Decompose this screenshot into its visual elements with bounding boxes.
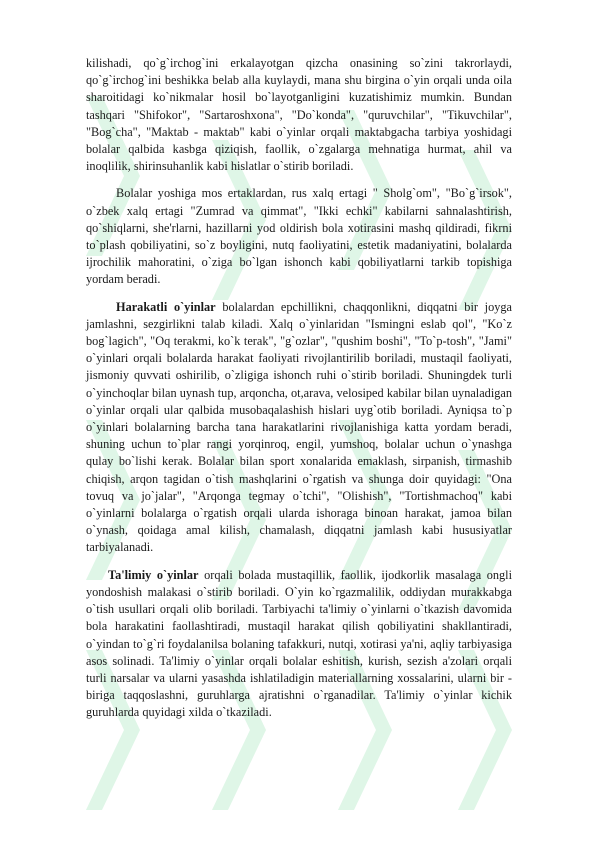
- talimiy-heading: Ta'limiy o`yinlar: [108, 567, 199, 582]
- paragraph-talimiy: [86, 567, 512, 722]
- talimiy-text: orqali bolada mustaqillik, faollik, ijodkorlik masalaga ongli yondoshish malakasi o`stirib boriladi. O`yin ko`rgazmalilik, oddiydan murakkabga o`tish usullari orqali olib boriladi. Tarbiyachi ta'limiy o`yinlarni o`tkazish davomida bola harakatini faollashtiradi, mustaqil harakat qilish qobiliyatini shakllantiradi, o`yindan to`g`ri foydalanilsa bolaning tafakkuri, nutqi, xotirasi ya'ni, aqliy tarbiyasiga asos solinadi. Ta'limiy o`yinlar orqali bolalar eshitish, kurish, sezish a'zolari orqali turli narsalar va ularni yasashda ishlatiladigin materiallarning xossalarini, ularni bir - biriga taqqoslashni, guruhlarga ajratishni o`rganadilar. Ta'limiy o`yinlar kichik guruhlarda quyidagi xilda o`tkaziladi.: [86, 567, 512, 720]
- paragraph-harakatli: [86, 299, 512, 557]
- paragraph-2-text: Bolalar yoshiga mos ertaklardan, rus xalq ertagi " Sholg`om", "Bo`g`irsok", o`zbek xalq ertagi "Zumrad va qimmat", "Ikki echki" kabilarni sahnalashtirish, qo`shiqlarni, she'rlarni, hazillarni yod oldirish bola xotirasini mashq qildiradi, fikrni to`plash qobiliyatini, so`z boyligini, nutq faoliyatini, estetik madaniyatini, bolalarda ijrochilik mahoratini, o`ziga bo`lgan ishonch kabi qobiliyatlarni tarkib topishiga yordam beradi.: [86, 186, 512, 287]
- paragraph-1-text: kilishadi, qo`g`irchog`ini erkalayotgan qizcha onasining so`zini takrorlaydi, qo`g`irchog`ini beshikka belab alla kuylaydi, mana shu birgina o`yin orqali unda oila sharoitidagi ko`nikmalar hosil bo`layotganligini kuzatishimiz mumkin. Bundan tashqari "Shifokor", "Sartaroshxona", "Do`konda", "quruvchilar", "Tikuvchilar", "Bog`cha", "Maktab - maktab" kabi o`yinlar orqali maktabgacha tarbiya yoshidagi bolalar qalbida kasbga qiziqish, faollik, o`zgalarga mehnatiga hurmat, ahil va inoqlilik, shirinsuhanlik kabi hislatlar o`stirib boriladi.: [86, 56, 512, 174]
- paragraph-1: [86, 55, 512, 175]
- paragraph-2: [86, 185, 512, 288]
- document-body: [86, 55, 512, 722]
- harakatli-text: bolalardan epchillikni, chaqqonlikni, diqqatni bir joyga jamlashni, sezgirlikni talab kiladi. Xalq o`yinlaridan "Ismingni eslab qol", "Ko`z bog`lagich", "Oq terakmi, ko`k terak", "g`ozlar", "qushim boshi", "To`p-tosh", "Jami" o`yinlari orqali bolalarda harakat faoliyati rivojlantirilib boriladi, mustaqil faoliyati, jismoniy quvvati oshirilib, o`zligiga ishonch ruhi o`stirib boriladi. Shuningdek turli o`yinchoqlar bilan uynash tup, arqoncha, ot,arava, velosiped kabilar bilan uynaladigan o`yinlar orqali ular qalbida musobaqalashish hislari uyg`otib boriladi. Ayniqsa to`p o`yinlari bolalarning barcha tana harakatlarini rivojlanishiga katta yordam beradi, shuning uchun to`plar rangi yorqinroq, engil, yumshoq, bolalar uchun o`ynashga qulay bo`lishi kerak. Bolalar bilan sport xonalarida emaklash, sirpanish, tirmashib chiqish, arqon tagidan o`tish mashqlarini o`rgatish va shunga doir quyidagi: "Ona tovuq va jo`jalar", "Arqonga tegmay o`tchi", "Olishish", "Tortishmachoq" kabi o`yinlarni bolalarga o`rgatish orqali ularda ishoraga binoan harakat, jamoa bilan o`ynash, qoidaga amal kilish, chamalash, diqqatni jamlash kabi hususiyatlar tarbiyalanadi.: [86, 299, 512, 555]
- harakatli-heading: Harakatli o`yinlar: [116, 299, 216, 314]
